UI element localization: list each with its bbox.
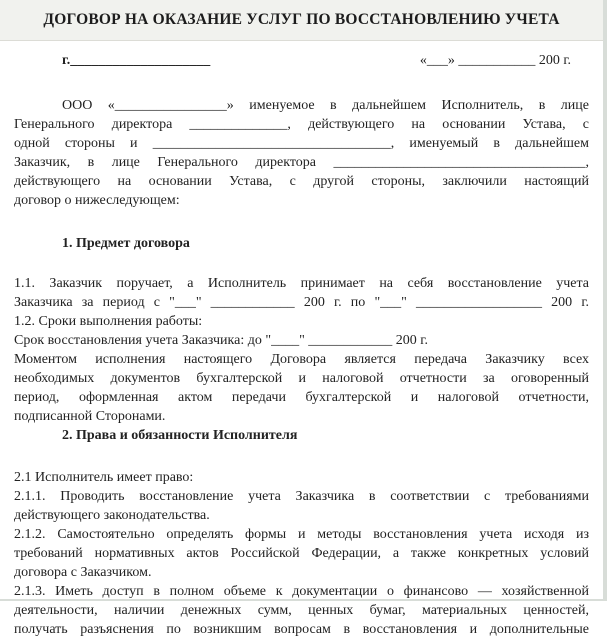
document-body [0,51,603,639]
clause-line: 2.1 Исполнитель имеет право: [14,470,194,485]
clause-line: Моментом исполнения настоящего Договора является передача Заказчику всех [14,352,589,367]
title-band [0,0,603,41]
clause-line: 1.2. Сроки выполнения работы: [14,314,203,329]
intro-line: действующего на основании Устава, с другой стороны, заключили настоящий [14,174,589,189]
intro-line: Заказчик, в лице Генерального директора ____________________________________, [14,155,589,170]
clause-line: Заказчика за период с "___" ____________ 200 г. по "___" __________________ 200 г. [14,295,589,310]
section-2-heading: 2. Права и обязанности Исполнителя [62,428,298,443]
clause-line: получать разъяснения по возникшим вопросам в восстановления и дополнительные [14,622,589,637]
clause-line: 2.1.1. Проводить восстановление учета Заказчика в соответствии с требованиями [14,489,589,504]
clause-line: 1.1. Заказчик поручает, а Исполнитель принимает на себя восстановление учета [14,276,589,291]
clause-line: 2.1.2. Самостоятельно определять формы и методы восстановления учета исходя из [14,527,589,542]
intro-line: одной стороны и __________________________________, именуемый в дальнейшем [14,136,589,151]
intro-line: Генерального директора ______________, действующего на основании Устава, с [14,117,589,132]
intro-paragraph [14,96,589,210]
clause-line: действующего законодательства. [14,508,210,523]
city-line: г.____________________ [62,53,211,68]
section-1-heading: 1. Предмет договора [62,236,190,251]
clause-line: 2.1.3. Иметь доступ в полном объеме к документации о финансово — хозяйственной [14,584,589,599]
document-title: ДОГОВОР НА ОКАЗАНИЕ УСЛУГ ПО ВОССТАНОВЛЕНИЮ УЧЕТА [43,11,560,28]
intro-line: ООО «________________» именуемое в дальнейшем Исполнитель, в лице [62,98,589,113]
place-date-row [14,51,589,71]
date-line: «___» ___________ 200 г. [419,53,571,68]
clause-line: договора с Заказчиком. [14,565,152,580]
clause-line: подписанной Сторонами. [14,409,166,424]
clause-line: период, оформленная актом передачи бухгалтерской и налоговой отчетности, [14,390,589,405]
intro-line: договор о нижеследующем: [14,193,180,208]
clause-line: деятельности, наличии денежных сумм, ценных бумаг, материальных ценностей, [14,603,589,618]
section-2-body [14,468,589,639]
clause-line: необходимых документов бухгалтерской и налоговой отчетности за оговоренный [14,371,589,386]
clause-line: требований нормативных актов Российской Федерации, а также конкретных условий [14,546,589,561]
section-1-body [14,274,589,426]
clause-line: Срок восстановления учета Заказчика: до "____" ____________ 200 г. [14,333,428,348]
